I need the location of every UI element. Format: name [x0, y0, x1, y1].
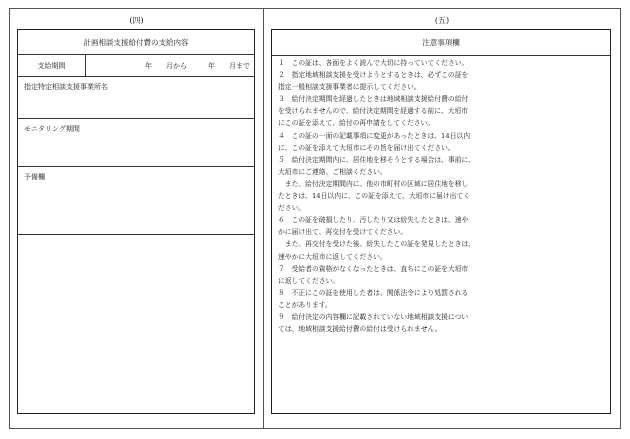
notes-line: にこの証を添えて、給付の再申請をしてください。	[278, 119, 435, 128]
notes-line: ては、地域相談支援給付費の給付は受けられません。	[278, 325, 442, 334]
notes-line: また、再交付を受けた後、紛失したこの証を発見したときは、	[278, 240, 476, 249]
notes-line: １ この証は、各面をよく読んで大切に持っていてください。	[278, 59, 469, 67]
notes-line: ６ この証を破損したり、汚したり又は紛失したときは、速や	[278, 216, 469, 225]
notes-line: また、給付決定期間内に、他の市町村の区域に居住地を移し	[278, 179, 469, 188]
notes-line: ださい。	[278, 204, 306, 213]
notes-line: たときは、14日以内に、この証を添えて、大垣市に届け出てく	[278, 192, 471, 201]
benefit-details-form	[17, 29, 255, 414]
outer-border-left	[9, 8, 10, 429]
monitoring-period-field	[18, 119, 254, 167]
page-label-four: (四)	[129, 16, 144, 25]
page-fold-line	[263, 8, 264, 429]
notes-line: ４ この証の一面の記載事項に変更があったときは、14日以内	[278, 131, 471, 140]
form-title: 計画相談支援給付費の支給内容	[18, 30, 254, 55]
reserve-field	[18, 167, 254, 235]
office-name-field	[18, 77, 254, 119]
notes-line: を受けられませんので、給付決定期間を経過する前に、大垣市	[278, 107, 469, 116]
notes-line: ことがあります。	[278, 300, 332, 309]
notes-line: に返してください。	[278, 276, 340, 285]
outer-border-right	[620, 8, 621, 429]
payment-period-row	[18, 55, 254, 77]
notes-line: ２ 指定地域相談支援を受けようとするときは、必ずこの証を	[278, 71, 469, 80]
notes-line: ８ 不正にこの証を使用した者は、関係法令により処罰される	[278, 288, 469, 297]
notes-line: ９ 給付決定の内容欄に記載されていない地域相談支援につい	[278, 312, 469, 321]
monitoring-period-label: モニタリング期間	[24, 125, 80, 133]
notes-line: 大垣市にご連絡、ご相談ください。	[278, 167, 387, 176]
outer-border-bottom	[9, 428, 621, 429]
reserve-label: 予備欄	[24, 173, 45, 181]
notes-line: かに届け出て、再交付を受けてください。	[278, 228, 408, 237]
notes-line: 速やかに大垣市に返してください。	[278, 252, 387, 261]
notes-panel	[271, 29, 611, 414]
notes-line: ３ 給付決定期間を経過したときは地域相談支援給付費の給付	[278, 95, 469, 104]
notes-line: に、この証を添えて大垣市にその旨を届け出てください。	[278, 143, 455, 152]
payment-period-label: 支給期間	[18, 55, 86, 76]
notes-line: ５ 給付決定期間内に、居住地を移そうとする場合は、事前に、	[278, 155, 476, 164]
notes-body	[278, 57, 604, 335]
payment-period-value: 年 月から 年 月まで	[145, 61, 250, 70]
page-label-five: (五)	[434, 16, 450, 25]
notes-title: 注意事項欄	[272, 30, 610, 56]
notes-line: ７ 受給者の資格がなくなったときは、直ちにこの証を大垣市	[278, 264, 469, 273]
outer-border-top	[9, 8, 621, 9]
office-name-label: 指定特定相談支援事業所名	[24, 83, 108, 91]
notes-line: 指定一般相談支援事業者に提示してください。	[278, 83, 421, 92]
